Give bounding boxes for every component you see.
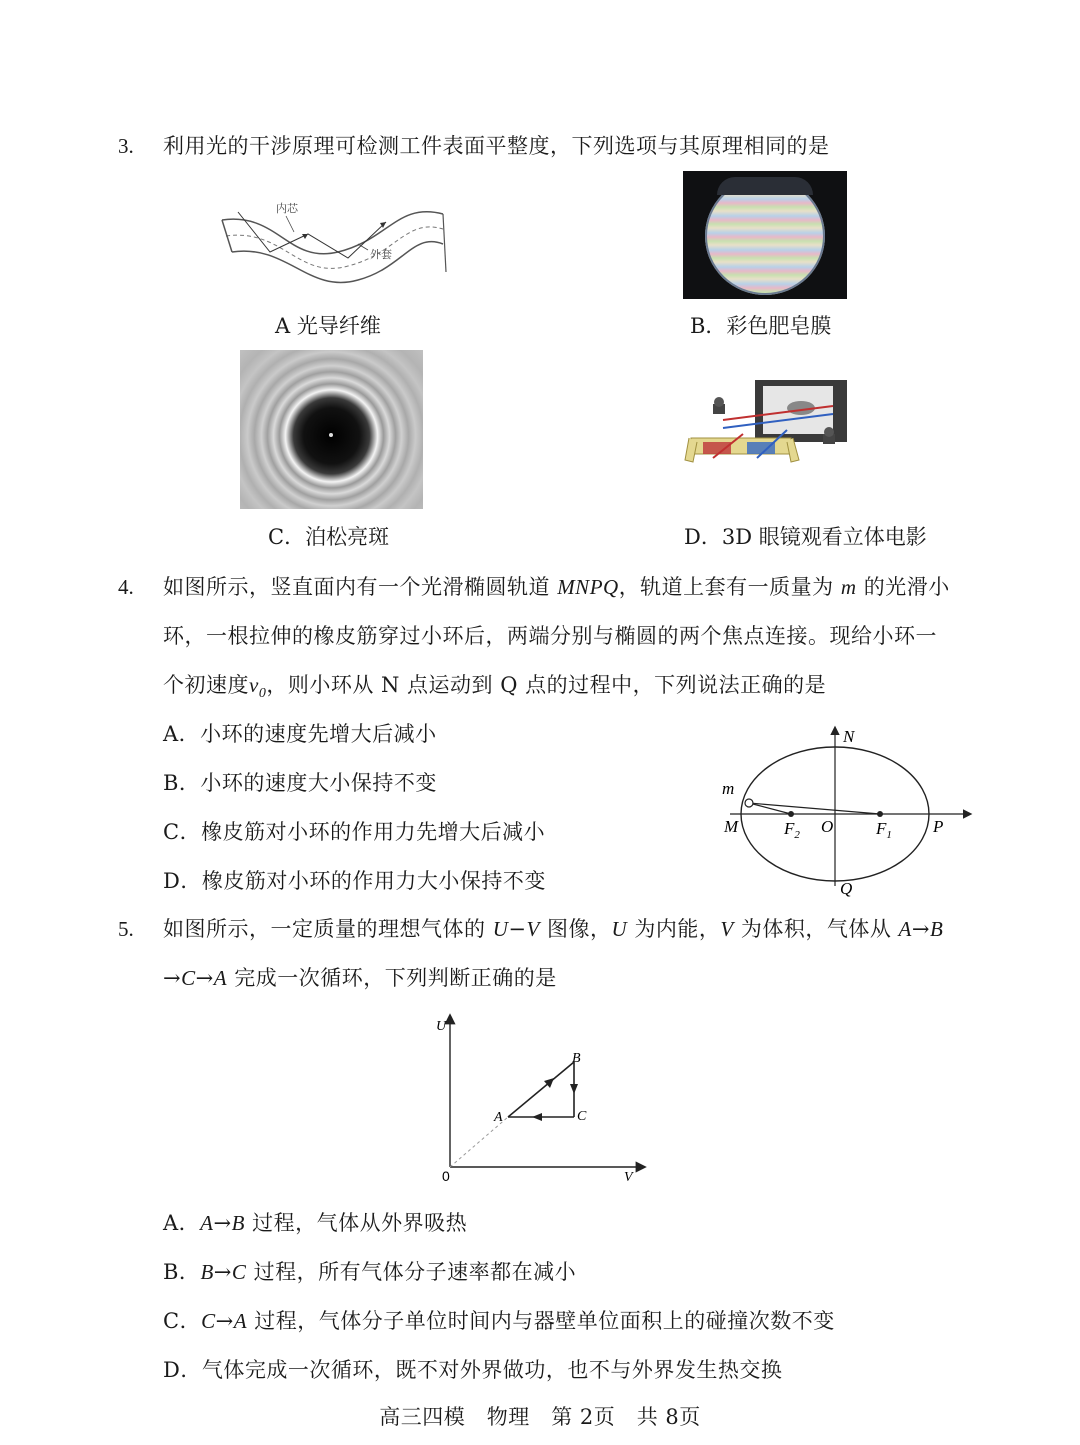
q4-option-b[interactable]: B．小环的速度大小保持不变 bbox=[163, 771, 437, 795]
q4-number: 4. bbox=[118, 575, 134, 599]
q5-option-c[interactable]: C．C→A 过程，气体分子单位时间内与器壁单位面积上的碰撞次数不变 bbox=[163, 1309, 835, 1333]
label-f2: $F_2$ bbox=[784, 819, 800, 841]
label-origin: 0 bbox=[442, 1168, 450, 1184]
fig-3d-glasses bbox=[683, 378, 853, 488]
q4-stem-line1: 如图所示，竖直面内有一个光滑椭圆轨道 MNPQ，轨道上套有一质量为 m 的光滑小 bbox=[163, 575, 950, 599]
fig-soap-film bbox=[683, 171, 847, 299]
q4-option-d[interactable]: D．橡皮筋对小环的作用力大小保持不变 bbox=[163, 869, 546, 893]
fig-a-label-sheath: 外套 bbox=[370, 248, 392, 261]
q3-caption-d: D．3D 眼镜观看立体电影 bbox=[684, 525, 927, 549]
fig-poisson-spot bbox=[240, 350, 423, 509]
q3-caption-a: A 光导纤维 bbox=[275, 314, 381, 338]
focus-f2-dot bbox=[788, 811, 794, 817]
label-b: B bbox=[572, 1051, 581, 1066]
q5-option-a[interactable]: A．A→B 过程，气体从外界吸热 bbox=[163, 1211, 468, 1235]
label-v-axis: V bbox=[624, 1170, 633, 1185]
label-q: Q bbox=[840, 879, 853, 898]
q5-stem-line1: 如图所示，一定质量的理想气体的 U−V 图像，U 为内能，V 为体积，气体从 A→B bbox=[163, 917, 944, 941]
q5-stem-line2: →C→A 完成一次循环，下列判断正确的是 bbox=[163, 966, 557, 990]
q5-option-b[interactable]: B．B→C 过程，所有气体分子速率都在减小 bbox=[163, 1260, 577, 1284]
fig-ellipse-track bbox=[712, 720, 992, 900]
poisson-bright-dot bbox=[329, 433, 333, 437]
fig-optical-fiber bbox=[218, 192, 458, 282]
q4-stem-line2: 环，一根拉伸的橡皮筋穿过小环后，两端分别与椭圆的两个焦点连接。现给小环一 bbox=[163, 624, 937, 648]
small-ring bbox=[745, 799, 753, 807]
focus-f1-dot bbox=[877, 811, 883, 817]
soap-film-top-shade bbox=[717, 177, 813, 195]
page-footer: 高三四模 物理 第 2页 共 8页 bbox=[379, 1405, 701, 1429]
q3-caption-c: C．泊松亮斑 bbox=[268, 525, 390, 549]
arrow-c-a bbox=[532, 1113, 542, 1121]
label-p: P bbox=[933, 817, 944, 836]
segment-a-b bbox=[508, 1062, 574, 1117]
q5-option-d[interactable]: D．气体完成一次循环，既不对外界做功，也不与外界发生热交换 bbox=[163, 1358, 783, 1382]
label-a: A bbox=[494, 1110, 503, 1125]
label-o: O bbox=[821, 817, 834, 836]
label-f1: $F_1$ bbox=[876, 819, 892, 841]
q4-option-c[interactable]: C．橡皮筋对小环的作用力先增大后减小 bbox=[163, 820, 546, 844]
q5-number: 5. bbox=[118, 917, 134, 941]
label-n: N bbox=[843, 727, 855, 746]
q3-caption-b: B．彩色肥皂膜 bbox=[690, 314, 832, 338]
label-mass: m bbox=[722, 779, 735, 798]
label-u-axis: U bbox=[436, 1019, 447, 1034]
fig-u-v-graph bbox=[430, 1010, 660, 1190]
q4-stem-line3: 个初速度$v_0$，则小环从 N 点运动到 Q 点的过程中，下列说法正确的是 bbox=[163, 673, 827, 702]
fig-a-label-core: 内芯 bbox=[276, 202, 298, 215]
q4-option-a[interactable]: A．小环的速度先增大后减小 bbox=[163, 722, 437, 746]
label-m-point: M bbox=[724, 817, 739, 836]
label-c: C bbox=[577, 1109, 587, 1124]
q3-stem: 利用光的干涉原理可检测工件表面平整度，下列选项与其原理相同的是 bbox=[163, 134, 830, 158]
arrow-b-c bbox=[570, 1084, 578, 1094]
q3-number: 3. bbox=[118, 134, 134, 158]
